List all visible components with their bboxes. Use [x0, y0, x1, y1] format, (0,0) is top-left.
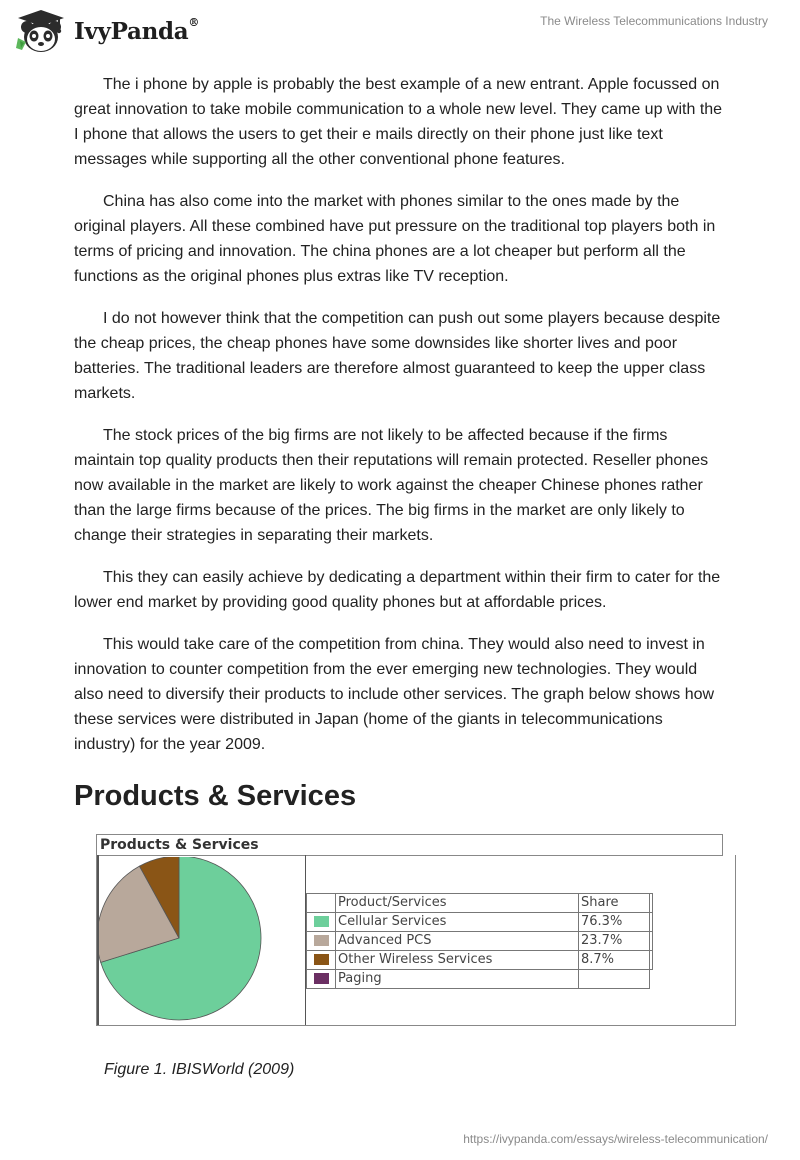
legend-swatch-cell — [307, 932, 336, 951]
figure-title-bar — [96, 834, 723, 856]
paragraph: I do not however think that the competition can push out some players because despite the cheap prices, the cheap phones have some downsides like shorter lives and poor batteries. The traditional leaders are therefore almost guaranteed to keep the upper class markets. — [74, 310, 721, 402]
paragraph: The stock prices of the big firms are not likely to be affected because if the firms maintain top quality products then their reputations will remain protected. Reseller phones now available in the market are likely to work against the cheaper Chinese phones rather than the large firms because of the prices. The big firms in the market are only likely to change their strategies in separating their markets. — [74, 427, 709, 544]
legend-row — [307, 951, 653, 970]
legend-share: 23.7% — [579, 932, 650, 951]
legend-label: Paging — [336, 970, 579, 989]
legend-row — [307, 913, 653, 932]
legend-gap-cell — [650, 951, 653, 970]
products-services-figure — [96, 834, 736, 1028]
legend-share: 76.3% — [579, 913, 650, 932]
page-header — [0, 0, 800, 70]
chart-title: Products & Services — [100, 837, 259, 853]
legend-swatch-cell — [307, 913, 336, 932]
figure-caption: Figure 1. IBISWorld (2009) — [104, 1061, 295, 1078]
legend-swatch — [314, 935, 329, 946]
legend-swatch — [314, 954, 329, 965]
legend-swatch-cell — [307, 894, 336, 913]
legend-gap-cell — [650, 932, 653, 951]
legend-row — [307, 932, 653, 951]
legend-swatch — [314, 916, 329, 927]
legend-header-label: Product/Services — [336, 894, 579, 913]
document-title: The Wireless Telecommunications Industry — [540, 14, 768, 28]
paragraph: This would take care of the competition from china. They would also need to invest in innovation to counter competition from the ever emerging new technologies. They would also need to diversify their products to include other services. The graph below shows how these services were distributed in Japan (home of the giants in telecommunications industry) for the year 2009. — [74, 636, 715, 753]
section-heading: Products & Services — [74, 780, 357, 812]
legend-row — [307, 970, 653, 989]
paragraph: The i phone by apple is probably the best example of a new entrant. Apple focussed on great innovation to take mobile communication to a whole new level. They came up with the I phone that allows the users to get their e mails directly on their phone just like text messages while supporting all the other conventional phone features. — [74, 76, 723, 168]
legend-swatch-cell — [307, 970, 336, 989]
legend-header-share: Share — [579, 894, 650, 913]
legend-swatch-cell — [307, 951, 336, 970]
ivypanda-logo[interactable] — [14, 8, 199, 54]
legend-gap-cell — [650, 913, 653, 932]
legend-share — [579, 970, 650, 989]
panda-graduate-icon — [14, 8, 68, 54]
paragraph: This they can easily achieve by dedicating a department within their firm to cater for the lower end market by providing good quality phones but at affordable prices. — [74, 569, 721, 611]
legend-label: Cellular Services — [336, 913, 579, 932]
logo-wordmark: IvyPanda® — [74, 15, 200, 45]
source-url[interactable]: https://ivypanda.com/essays/wireless-telecommunication/ — [463, 1132, 768, 1146]
legend-gap-cell — [650, 894, 653, 913]
legend-share: 8.7% — [579, 951, 650, 970]
legend-label: Advanced PCS — [336, 932, 579, 951]
pie-chart — [99, 857, 305, 1023]
essay-body — [74, 72, 728, 813]
figure-body — [96, 855, 736, 1026]
registered-mark: ® — [188, 15, 200, 29]
legend-swatch — [314, 973, 329, 984]
legend-table — [306, 893, 653, 989]
paragraph: China has also come into the market with phones similar to the ones made by the original players. All these combined have put pressure on the traditional top players both in terms of pricing and innovation. The china phones are a lot cheaper but perform all the functions as the original phones plus extras like TV reception. — [74, 193, 716, 285]
legend-label: Other Wireless Services — [336, 951, 579, 970]
legend-header-row — [307, 894, 653, 913]
